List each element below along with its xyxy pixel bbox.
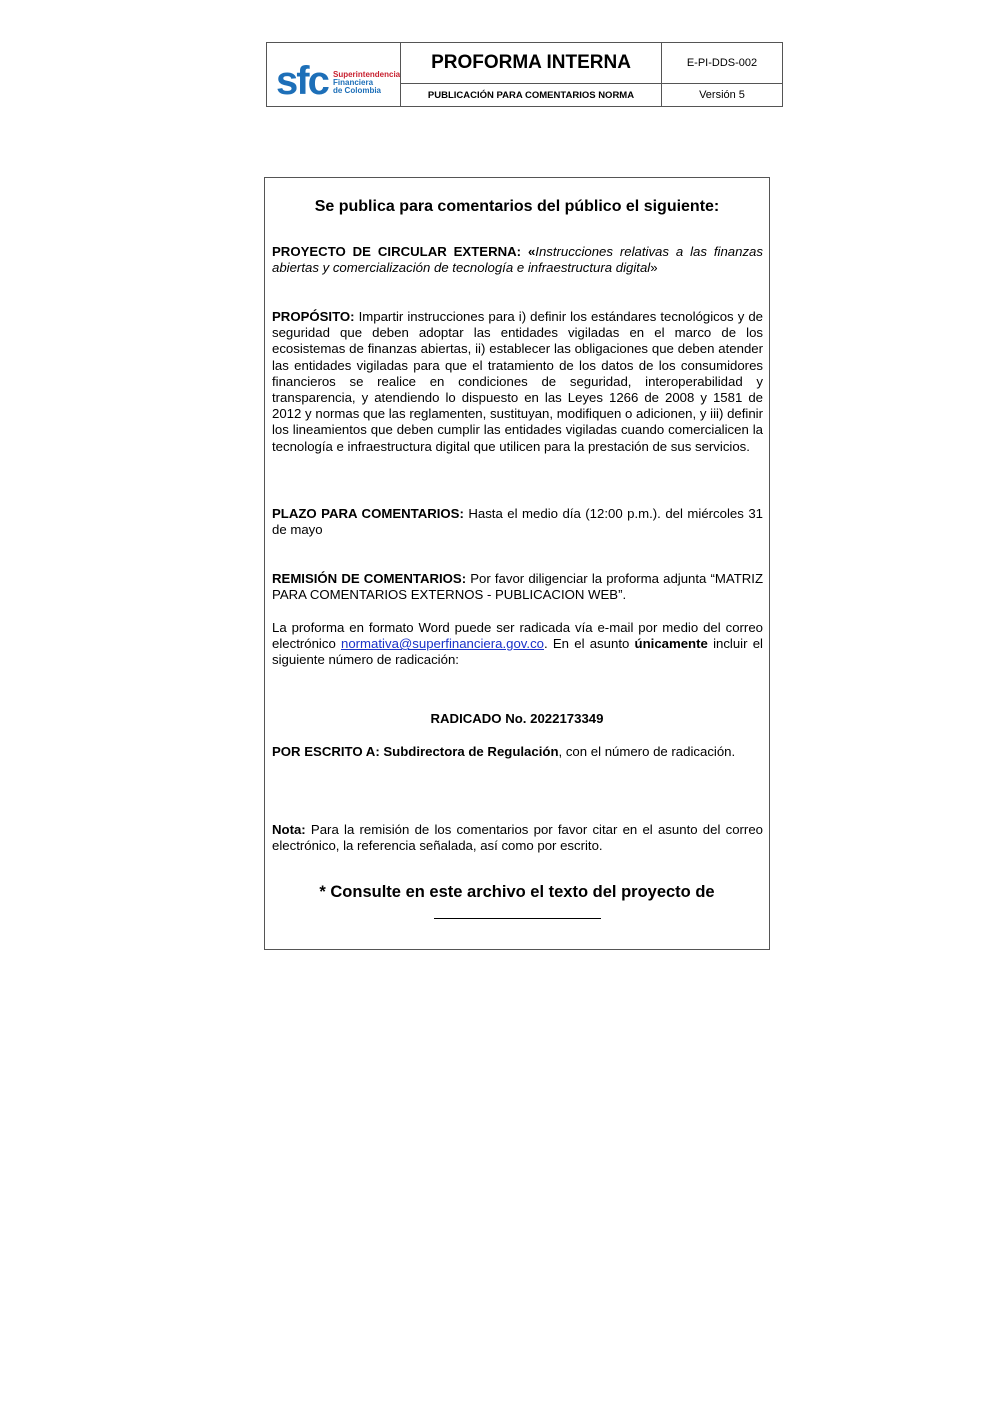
email-link[interactable]: normativa@superfinanciera.gov.co	[341, 636, 544, 652]
logo-line-1: Superintendencia	[333, 70, 401, 79]
logo-line-2: Financiera	[333, 78, 374, 87]
project-open-quote: «	[521, 244, 536, 259]
deadline-label: PLAZO PARA COMENTARIOS:	[272, 506, 464, 521]
project-title: Instrucciones relativas a las finanzas abiertas y comercialización de tecnología e infraestructura digital	[272, 244, 763, 276]
note-label: Nota:	[272, 822, 306, 837]
deadline-paragraph	[272, 506, 763, 538]
blank-underline	[434, 918, 601, 919]
purpose-paragraph	[272, 309, 763, 455]
word-text-after: incluir el siguiente número de radicación:	[272, 636, 763, 668]
remission-label: REMISIÓN DE COMENTARIOS:	[272, 571, 467, 586]
form-subtitle: PUBLICACIÓN PARA COMENTARIOS NORMA	[401, 84, 662, 106]
sfc-logo	[276, 54, 336, 102]
radicado-number: RADICADO No. 2022173349	[430, 711, 604, 726]
written-text: , con el número de radicación.	[558, 744, 736, 759]
logo-cell	[267, 43, 401, 106]
word-paragraph	[272, 620, 763, 669]
form-code: E-PI-DDS-002	[662, 43, 782, 84]
deadline-text: Hasta el medio día (12:00 p.m.). del miércoles 31 de mayo	[272, 506, 763, 538]
document-header-table	[266, 42, 783, 107]
remission-paragraph	[272, 571, 763, 603]
project-close-quote: »	[650, 260, 658, 276]
form-version: Versión 5	[699, 89, 745, 101]
form-title: PROFORMA INTERNA	[401, 43, 662, 84]
purpose-text: Impartir instrucciones para i) definir los estándares tecnológicos y de seguridad que deben adoptar las entidades vigiladas en el marco de los ecosistemas de finanzas abiertas, ii) establecer las obligaciones que deben atender las entidades vigiladas para que el tratamiento de los datos de los consumidores financieros se realice en condiciones de seguridad, interoperabilidad y transparencia, y atendiendo lo dispuesto en las Leyes 1266 de 2008 y 1581 de 2012 y normas que las reglamenten, sustituyan, modifiquen o adicionen, y iii) definir los lineamientos que deben cumplir las entidades vigiladas cuando comercialicen la tecnología e infraestructura digital que utilicen para la prestación de sus servicios.	[272, 309, 763, 454]
note-text: Para la remisión de los comentarios por favor citar en el asunto del correo electrónico, la referencia señalada, así como por escrito.	[272, 822, 763, 854]
word-text-before: La proforma en formato Word puede ser radicada vía e-mail por medio del correo electrónico	[272, 620, 763, 652]
word-bold: únicamente	[634, 636, 708, 652]
consult-heading: * Consulte en este archivo el texto del proyecto de	[319, 883, 715, 901]
project-label: PROYECTO DE CIRCULAR EXTERNA:	[272, 244, 522, 259]
written-label: POR ESCRITO A: Subdirectora de Regulación	[272, 744, 559, 759]
logo-wordmark	[333, 71, 400, 95]
publication-box	[264, 177, 770, 950]
written-paragraph	[272, 744, 763, 760]
project-paragraph	[272, 244, 763, 276]
purpose-label: PROPÓSITO:	[272, 309, 355, 324]
svg-text:sfc: sfc	[276, 59, 328, 102]
word-text-middle: . En el asunto	[544, 636, 635, 652]
logo-line-3: de Colombia	[333, 86, 382, 95]
publication-heading: Se publica para comentarios del público el siguiente:	[314, 198, 720, 215]
remission-text: Por favor diligenciar la proforma adjunta “MATRIZ PARA COMENTARIOS EXTERNOS - PUBLICACION WEB”.	[272, 571, 763, 603]
note-paragraph	[272, 822, 763, 854]
